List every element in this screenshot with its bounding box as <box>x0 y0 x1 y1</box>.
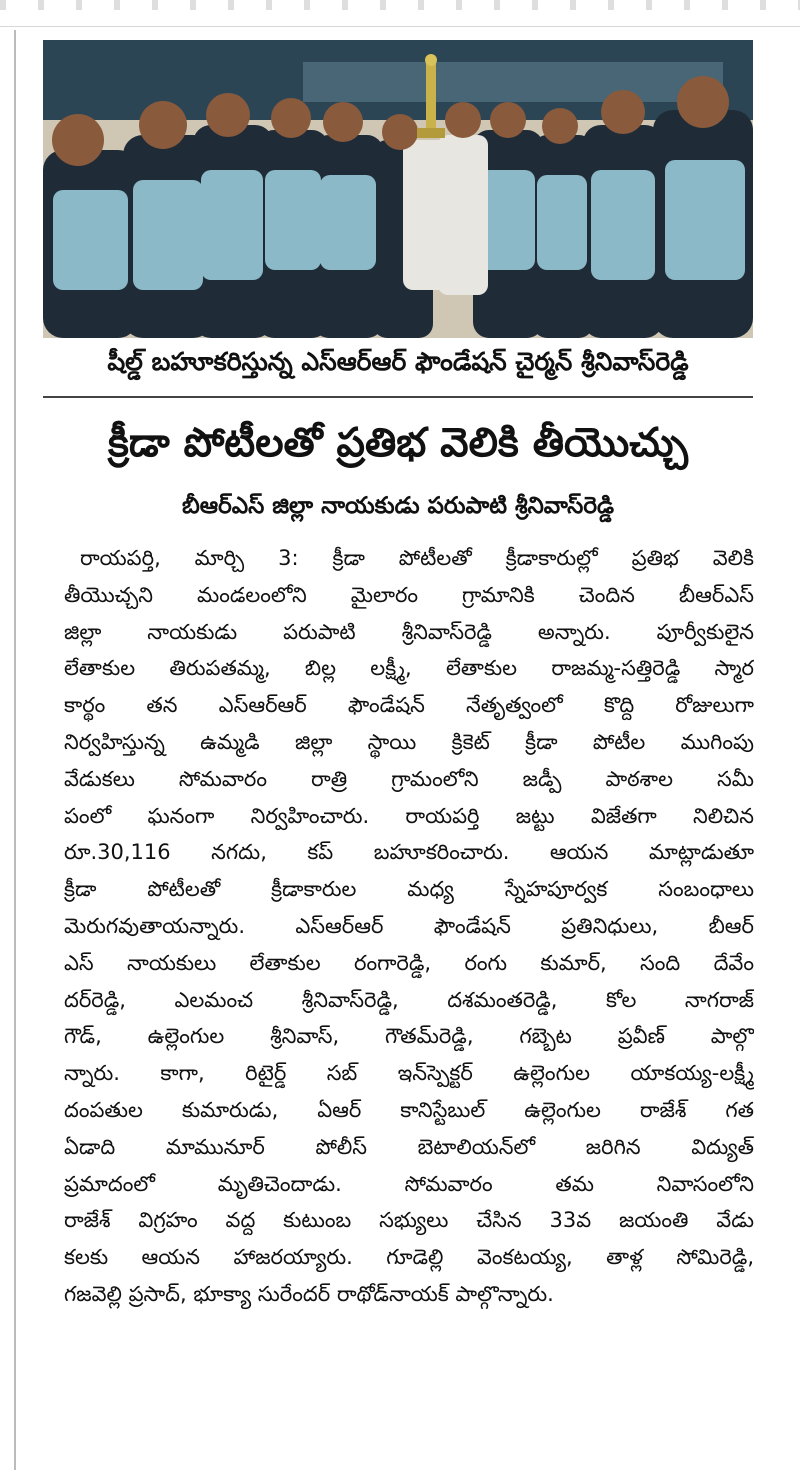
body-line: కార్థం తన ఎస్ఆర్ఆర్ ఫౌండేషన్ నేతృత్వంలో కొద్ది రోజులుగా <box>64 693 754 718</box>
body-line: కలకు ఆయన హాజరయ్యారు. గూడెల్లి వెంకటయ్య, తాళ్ల సోమిరెడ్డి, <box>64 1245 754 1270</box>
body-line: రూ.30,116 నగదు, కప్ బహూకరించారు. ఆయన మాట్లాడుతూ <box>64 840 754 865</box>
body-line: ప్రమాదంలో మృతిచెందాడు. సోమవారం తమ నివాసంలోని <box>64 1171 754 1196</box>
body-line: ఎస్ నాయకులు లేతాకుల రంగారెడ్డి, రంగు కుమార్, సంది దేవేం <box>64 950 754 975</box>
body-line: ఏడాది మామునూర్ పోలీస్ బెటాలియన్‌లో జరిగిన విద్యుత్ <box>64 1134 754 1159</box>
body-line: రాయపర్తి, మార్చి 3: క్రీడా పోటీలతో క్రీడాకారుల్లో ప్రతిభ వెలికి <box>80 546 754 570</box>
body-line: జిల్లా నాయకుడు పరుపాటి శ్రీనివాస్‌రెడ్డి అన్నారు. పూర్వీకులైన <box>64 619 754 644</box>
body-line: పంలో ఘనంగా నిర్వహించారు. రాయపర్తి జట్టు విజేతగా నిలిచిన <box>64 803 754 828</box>
body-line: క్రీడా పోటీలతో క్రీడాకారుల మధ్య స్నేహపూర్వక సంబంధాలు <box>64 877 754 902</box>
body-line: రాజేశ్ విగ్రహం వద్ద కుటుంబ సభ్యులు చేసిన 33వ జయంతి వేడు <box>64 1208 754 1233</box>
body-line: గౌడ్, ఉల్లెంగుల శ్రీనివాస్, గౌతమ్‌రెడ్డి, గబ్బెట ప్రవీణ్ పాల్గొ <box>64 1024 754 1049</box>
body-line: లేతాకుల తిరుపతమ్మ, బిల్ల లక్ష్మీ, లేతాకుల రాజమ్మ-సత్తిరెడ్డి స్మార <box>64 656 754 681</box>
news-photo <box>43 40 753 338</box>
body-line: న్నారు. కాగా, రిటైర్డ్ సబ్ ఇన్‌స్పెక్టర్ ఉల్లెంగుల యాకయ్య-లక్ష్మీ <box>64 1061 754 1086</box>
body-line: మెరుగవుతాయన్నారు. ఎస్ఆర్ఆర్ ఫౌండేషన్ ప్రతినిధులు, బీఆర్ <box>64 913 754 938</box>
column-rule <box>14 30 16 1470</box>
body-line: వేడుకలు సోమవారం రాత్రి గ్రామంలోని జడ్పీ పాఠశాల సమీ <box>64 766 754 791</box>
article-body <box>64 540 754 1313</box>
photo-caption: షీల్డ్ బహూకరిస్తున్న ఎస్ఆర్ఆర్ ఫౌండేషన్ చైర్మన్ శ్రీనివాస్‌రెడ్డి <box>107 347 689 376</box>
subheadline: బీఆర్ఎస్ జిల్లా నాయకుడు పరుపాటి శ్రీనివాస్‌రెడ్డి <box>182 493 614 519</box>
body-line: నిర్వహిస్తున్న ఉమ్మడి జిల్లా స్థాయి క్రికెట్ క్రీడా పోటీల ముగింపు <box>64 729 754 754</box>
body-line: గజవెల్లి ప్రసాద్, భూక్యా సురేందర్ రాథోడ్‌నాయక్ పాల్గొన్నారు. <box>64 1281 554 1306</box>
caption-divider <box>43 396 753 398</box>
group-photo-trophy-icon <box>43 40 753 338</box>
cut-text-remnant <box>0 0 800 10</box>
previous-article-cut-edge <box>0 0 800 27</box>
headline: క్రీడా పోటీలతో ప్రతిభ వెలికి తీయొచ్చు <box>107 420 689 466</box>
body-line: తీయొచ్చని మండలంలోని మైలారం గ్రామానికి చెందిన బీఆర్ఎస్ <box>64 582 754 607</box>
body-line: దర్‌రెడ్డి, ఎలమంచ శ్రీనివాస్‌రెడ్డి, దశమంతరెడ్డి, కోల నాగరాజ్ <box>64 987 754 1012</box>
body-line: దంపతుల కుమారుడు, ఏఆర్ కానిస్టేబుల్ ఉల్లెంగుల రాజేశ్ గత <box>64 1097 754 1122</box>
